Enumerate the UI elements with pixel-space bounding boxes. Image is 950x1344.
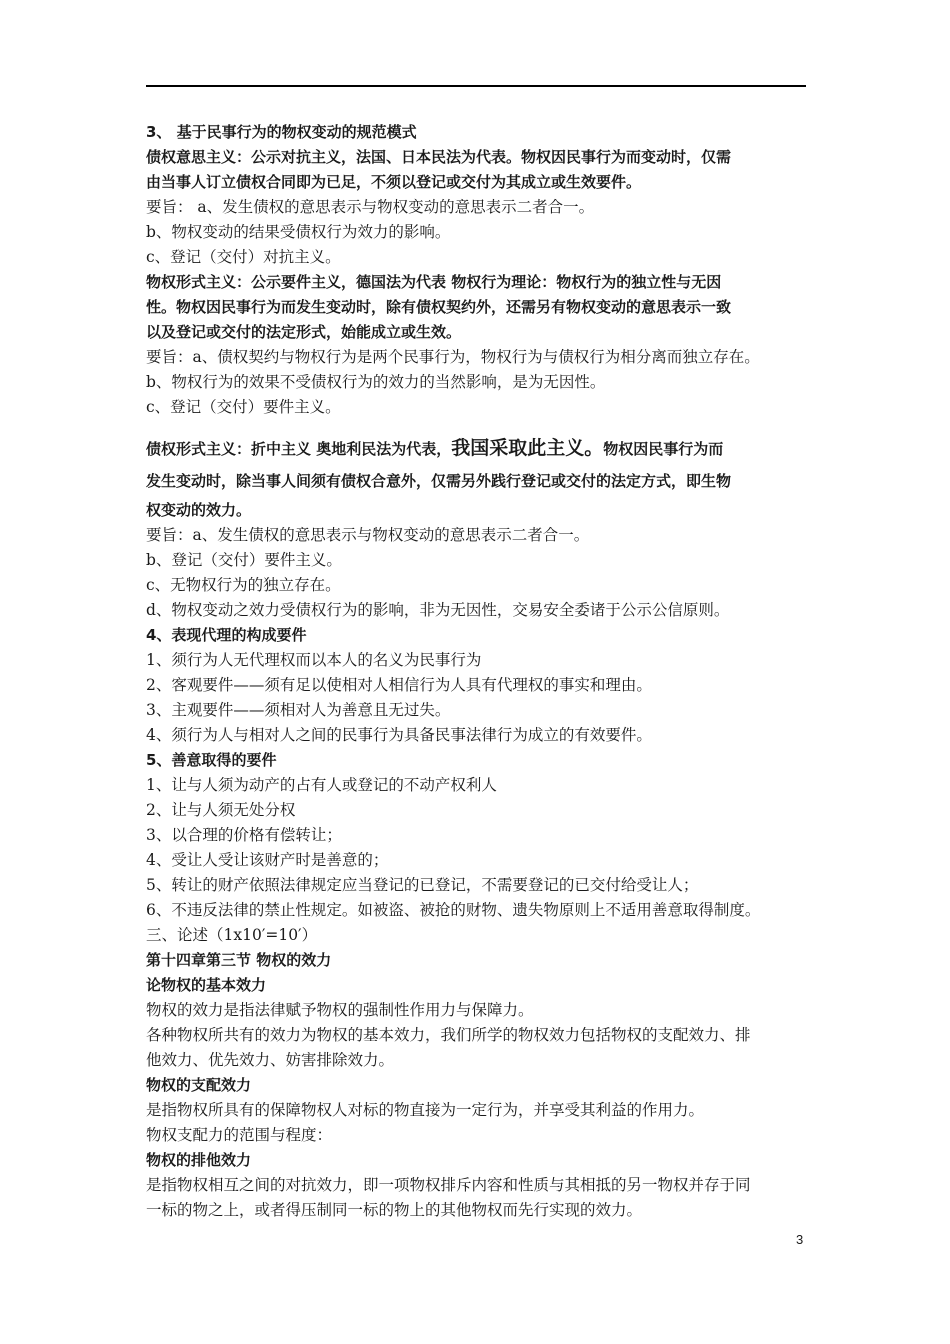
- heading-line: 以及登记或交付的法定形式，始能成立或生效。: [146, 323, 462, 341]
- text-line: c、登记（交付）对抗主义。: [146, 248, 341, 266]
- section-models: [146, 120, 808, 420]
- text-line: 是指物权相互之间的对抗效力，即一项物权排斥内容和性质与其相抵的另一物权并存于同: [146, 1176, 751, 1194]
- heading-line: 物权形式主义：公示要件主义，德国法为代表 物权行为理论：物权行为的独立性与无因: [146, 273, 722, 291]
- text-line: 5、转让的财产依照法律规定应当登记的已登记，不需要登记的已交付给受让人；: [146, 876, 699, 894]
- heading-line: 发生变动时，除当事人间须有债权合意外，仅需另外践行登记或交付的法定方式，即生物: [146, 472, 732, 490]
- text-line: 他效力、优先效力、妨害排除效力。: [146, 1051, 395, 1069]
- heading-line: 由当事人订立债权合同即为已足，不须以登记或交付为其成立或生效要件。: [146, 173, 642, 191]
- text-line: 2、客观要件——须有足以使相对人相信行为人具有代理权的事实和理由。: [146, 676, 652, 694]
- text-line: 4、受让人受让该财产时是善意的；: [146, 851, 389, 869]
- emphasized-phrase: 我国采取此主义。: [451, 437, 604, 459]
- header-rule: [146, 85, 806, 87]
- text-line: 2、让与人须无处分权: [146, 801, 296, 819]
- mixed-line-suffix: 物权因民事行为而: [603, 440, 724, 458]
- text-line: b、物权变动的结果受债权行为效力的影响。: [146, 223, 451, 241]
- text-line: 要旨：a、发生债权的意思表示与物权变动的意思表示二者合一。: [146, 526, 590, 544]
- text-line: 一标的物之上，或者得压制同一标的物上的其他物权而先行实现的效力。: [146, 1201, 643, 1219]
- text-line: 各种物权所共有的效力为物权的基本效力，我们所学的物权效力包括物权的支配效力、排: [146, 1026, 751, 1044]
- text-line: 1、让与人须为动产的占有人或登记的不动产权利人: [146, 776, 497, 794]
- text-line: 要旨：a、债权契约与物权行为是两个民事行为，物权行为与债权行为相分离而独立存在。: [146, 348, 760, 366]
- text-line: c、无物权行为的独立存在。: [146, 576, 341, 594]
- text-line: 3、以合理的价格有偿转让；: [146, 826, 342, 844]
- text-line: 3、主观要件——须相对人为善意且无过失。: [146, 701, 451, 719]
- heading-line: 论物权的基本效力: [146, 976, 267, 994]
- heading-line: 3、 基于民事行为的物权变动的规范模式: [146, 123, 417, 141]
- mixed-emphasis-line: [146, 432, 808, 465]
- text-line: 4、须行为人与相对人之间的民事行为具备民事法律行为成立的有效要件。: [146, 726, 652, 744]
- text-line: 物权支配力的范围与程度：: [146, 1126, 333, 1144]
- mixed-line-prefix: 债权形式主义：折中主义 奥地利民法为代表，: [146, 440, 452, 458]
- text-line: b、登记（交付）要件主义。: [146, 551, 342, 569]
- page-number: 3: [796, 1232, 804, 1247]
- text-line: 物权的效力是指法律赋予物权的强制性作用力与保障力。: [146, 1001, 534, 1019]
- heading-line: 第十四章第三节 物权的效力: [146, 951, 332, 969]
- text-line: 是指物权所具有的保障物权人对标的物直接为一定行为，并享受其利益的作用力。: [146, 1101, 705, 1119]
- heading-line: 债权意思主义：公示对抗主义，法国、日本民法为代表。物权因民事行为而变动时，仅需: [146, 148, 732, 166]
- text-line: 三、论述（1x10′=10′）: [146, 926, 318, 944]
- text-line: b、物权行为的效果不受债权行为的效力的当然影响，是为无因性。: [146, 373, 606, 391]
- text-line: 要旨： a、发生债权的意思表示与物权变动的意思表示二者合一。: [146, 198, 595, 216]
- section-rest: [146, 465, 808, 1223]
- document-body: [146, 120, 808, 1223]
- paragraph-gap: [146, 420, 808, 432]
- heading-line: 物权的排他效力: [146, 1151, 252, 1169]
- text-line: 6、不违反法律的禁止性规定。如被盗、被抢的财物、遗失物原则上不适用善意取得制度。: [146, 901, 761, 919]
- text-line: 1、须行为人无代理权而以本人的名义为民事行为: [146, 651, 482, 669]
- text-line: d、物权变动之效力受债权行为的影响，非为无因性，交易安全委诸于公示公信原则。: [146, 601, 730, 619]
- text-line: c、登记（交付）要件主义。: [146, 398, 341, 416]
- heading-line: 5、善意取得的要件: [146, 751, 277, 769]
- heading-line: 权变动的效力。: [146, 501, 252, 519]
- heading-line: 性。物权因民事行为而发生变动时，除有债权契约外，还需另有物权变动的意思表示一致: [146, 298, 732, 316]
- heading-line: 4、表现代理的构成要件: [146, 626, 307, 644]
- heading-line: 物权的支配效力: [146, 1076, 252, 1094]
